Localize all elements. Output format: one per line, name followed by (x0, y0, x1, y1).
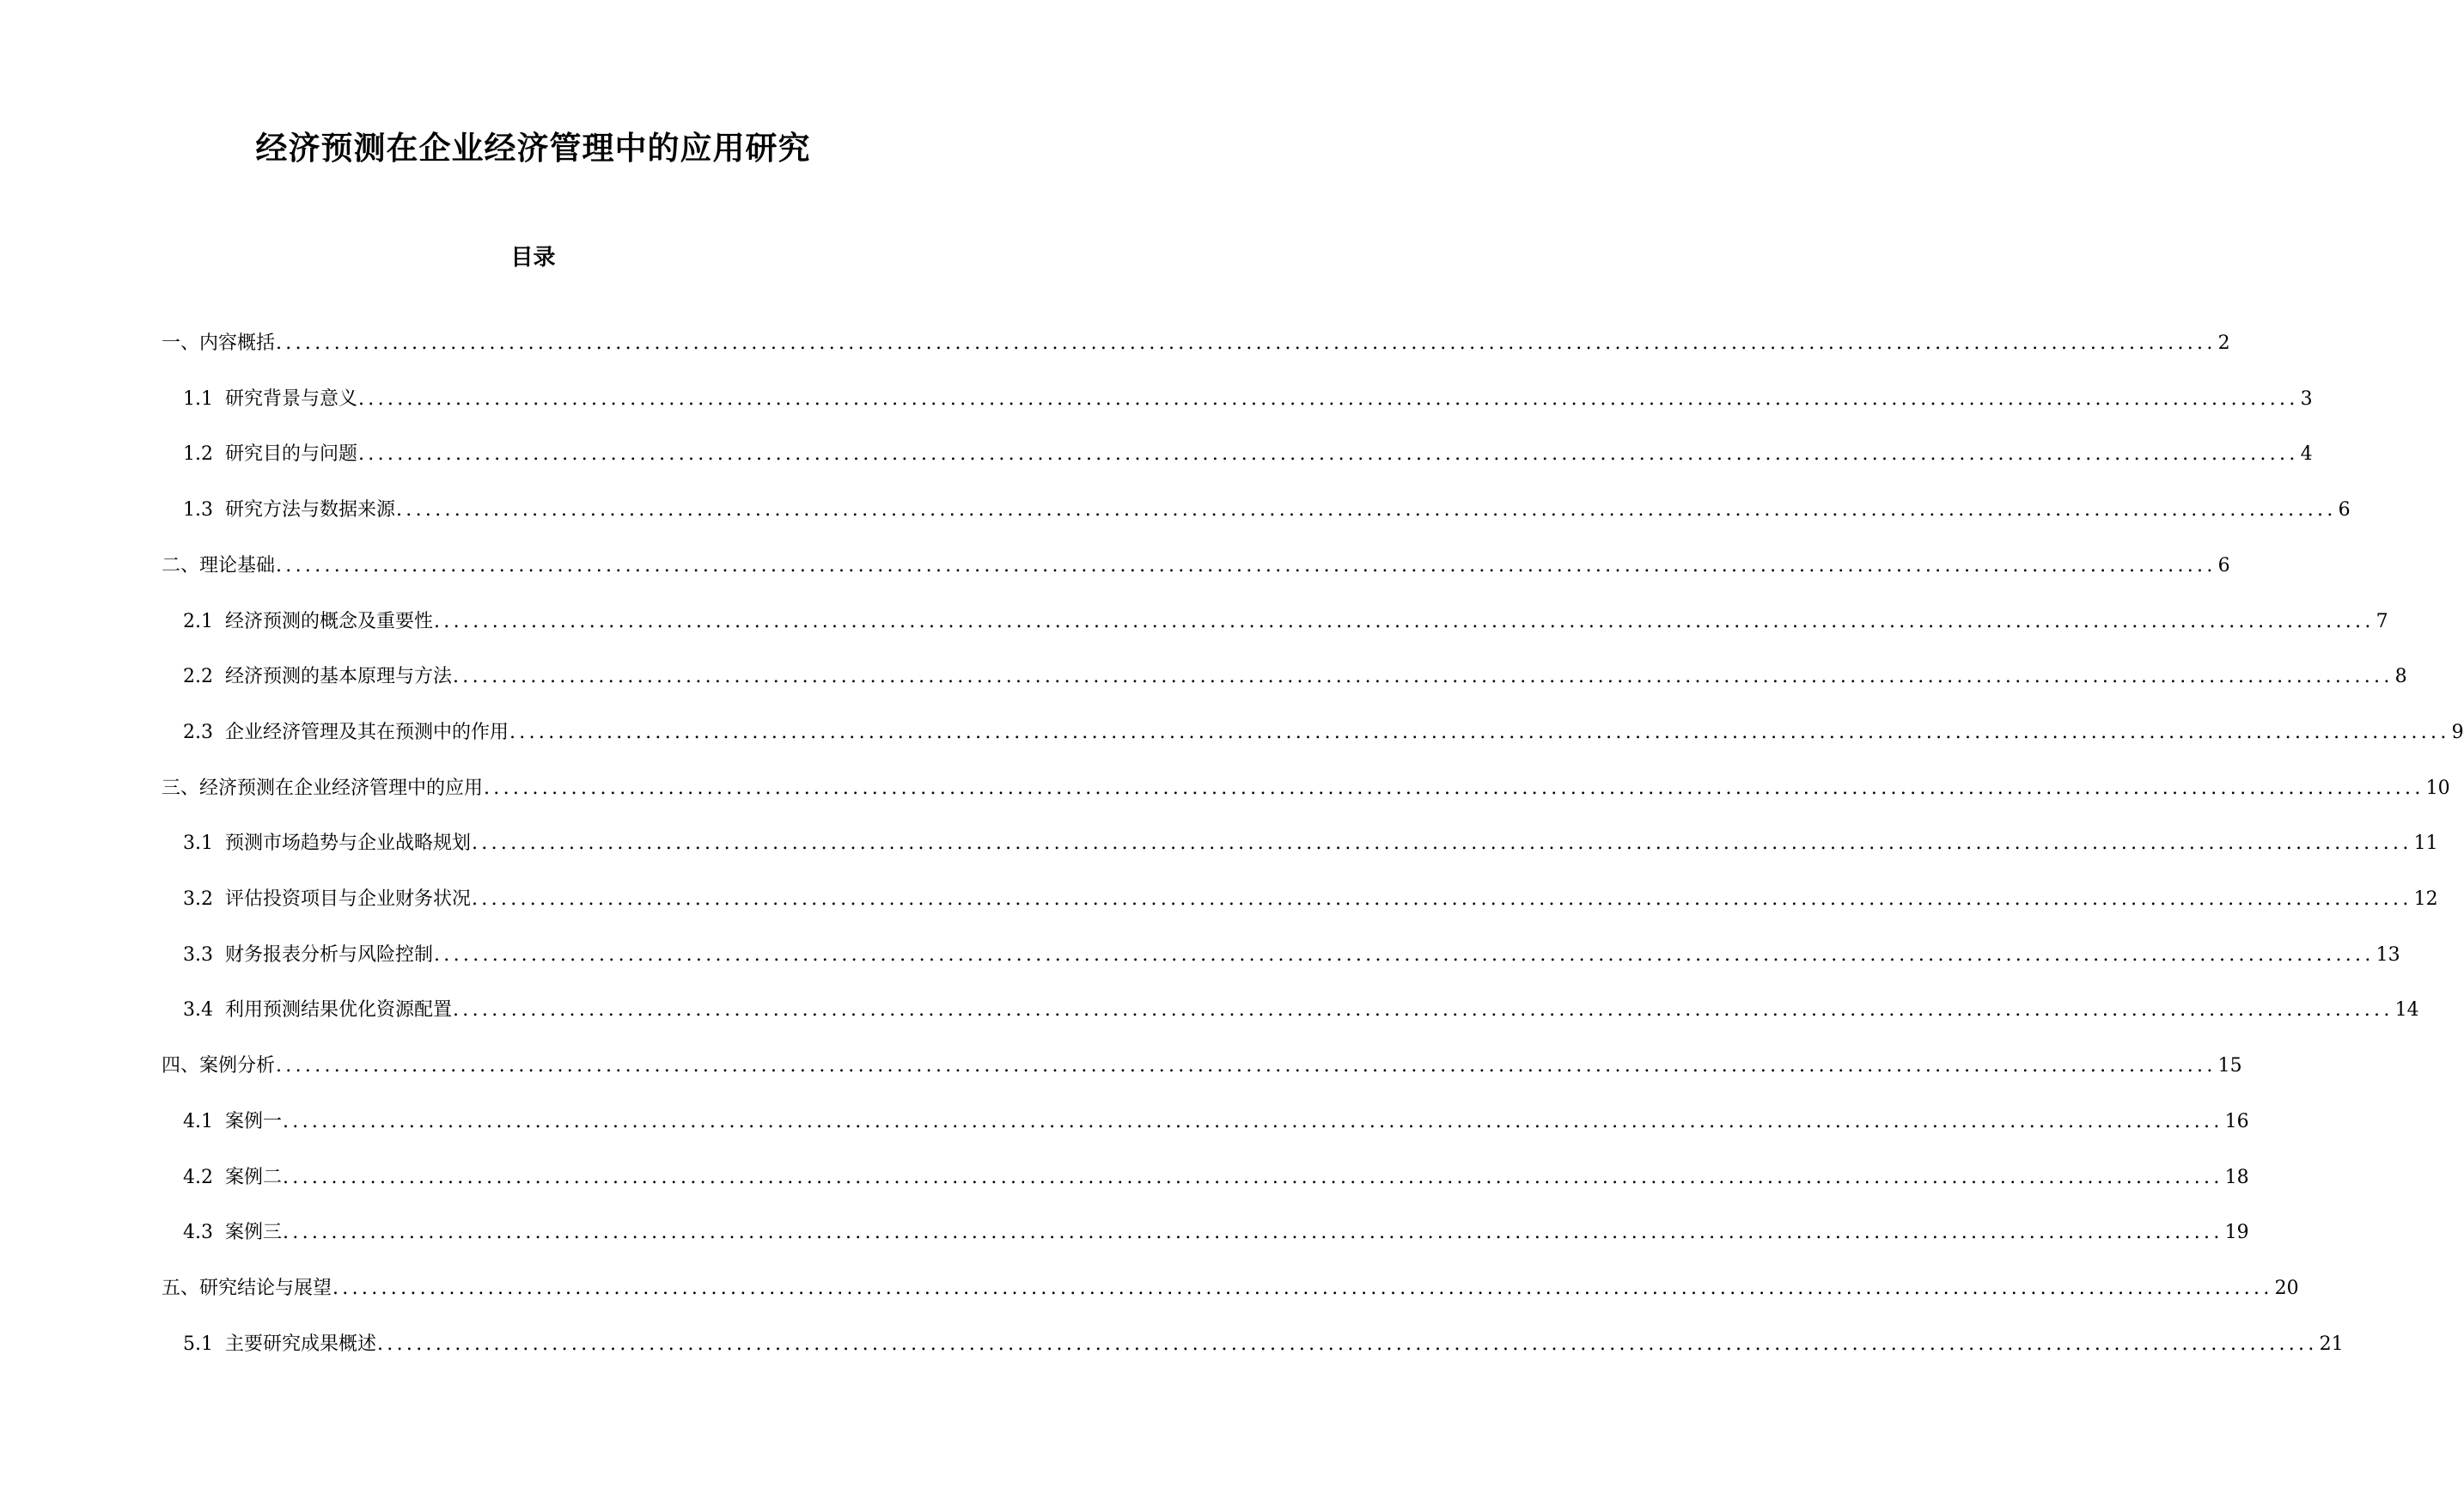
toc-dot-leader: ........................................................................................................................................................................................................ (472, 888, 2412, 910)
toc-entry[interactable] (183, 717, 2464, 748)
toc-entry-label (183, 995, 452, 1026)
toc-entry-label (162, 1051, 275, 1082)
toc-entry-page-number: 21 (2319, 1333, 2344, 1355)
toc-entry-text: 案例一 (225, 1110, 283, 1132)
toc-entry-text: 经济预测的概念及重要性 (225, 610, 434, 632)
toc-entry-number: 3.2 (183, 888, 213, 910)
toc-entry-number: 1.3 (183, 499, 213, 522)
toc-entry-text: 五、研究结论与展望 (162, 1277, 332, 1299)
toc-dot-leader: ........................................................................................................................................................................................................ (377, 1333, 2318, 1355)
toc-dot-leader: ........................................................................................................................................................................................................ (453, 666, 2394, 688)
toc-entry-text: 财务报表分析与风险控制 (225, 943, 434, 966)
toc-entry[interactable] (183, 995, 2419, 1026)
toc-entry-label (162, 773, 483, 804)
toc-entry-text: 企业经济管理及其在预测中的作用 (225, 721, 509, 743)
toc-entry[interactable] (183, 607, 2388, 638)
toc-entry-page-number: 6 (2338, 499, 2351, 522)
toc-entry[interactable] (183, 828, 2438, 859)
toc-entry-number: 2.2 (183, 666, 213, 688)
toc-entry-text: 预测市场趋势与企业战略规划 (225, 833, 472, 855)
toc-entry-label (183, 940, 433, 971)
toc-entry[interactable] (183, 1329, 2344, 1360)
toc-entry-label (183, 662, 452, 692)
toc-entry[interactable] (183, 384, 2313, 415)
document-title: 经济预测在企业经济管理中的应用研究 (255, 129, 811, 167)
toc-entry-number: 2.1 (183, 610, 213, 632)
toc-entry-page-number: 6 (2217, 554, 2230, 577)
toc-entry-page-number: 19 (2224, 1222, 2249, 1244)
toc-entry[interactable] (183, 940, 2400, 971)
toc-entry-page-number: 8 (2394, 666, 2407, 688)
toc-entry-label (162, 551, 275, 582)
toc-dot-leader: ........................................................................................................................................................................................................ (434, 943, 2375, 966)
toc-entry-text: 三、经济预测在企业经济管理中的应用 (162, 777, 484, 799)
toc-entry-label (162, 1273, 332, 1304)
toc-entry-label (183, 1329, 376, 1360)
toc-entry-page-number: 18 (2224, 1166, 2249, 1188)
toc-entry-number: 3.3 (183, 943, 213, 966)
toc-entry[interactable] (162, 1273, 2299, 1304)
toc-entry-text: 研究背景与意义 (225, 387, 358, 410)
toc-entry-page-number: 13 (2376, 943, 2400, 966)
toc-entry-text: 评估投资项目与企业财务状况 (225, 888, 472, 910)
toc-entry-number: 4.1 (183, 1110, 213, 1132)
toc-entry-text: 经济预测的基本原理与方法 (225, 666, 453, 688)
toc-entry-number: 3.1 (183, 833, 213, 855)
toc-dot-leader: ........................................................................................................................................................................................................ (283, 1166, 2223, 1188)
toc-entry[interactable] (183, 439, 2313, 470)
toc-entry-label (183, 884, 471, 915)
toc-entry[interactable] (162, 773, 2450, 804)
toc-dot-leader: ........................................................................................................................................................................................................ (472, 833, 2412, 855)
toc-entry-label (183, 439, 357, 470)
toc-entry-number: 4.3 (183, 1222, 213, 1244)
toc-entry-text: 研究方法与数据来源 (225, 499, 396, 522)
toc-entry[interactable] (183, 495, 2351, 526)
toc-entry-label (183, 717, 509, 748)
toc-entry[interactable] (183, 1107, 2249, 1138)
toc-entry-number: 1.1 (183, 387, 213, 410)
toc-entry-page-number: 15 (2217, 1055, 2242, 1077)
toc-entry-page-number: 4 (2300, 443, 2313, 466)
toc-entry-page-number: 2 (2217, 333, 2230, 354)
toc-dot-leader: ........................................................................................................................................................................................................ (396, 499, 2337, 522)
toc-entry-page-number: 14 (2394, 999, 2419, 1022)
toc-entry-label (183, 1162, 282, 1193)
toc-entry-label (183, 607, 433, 638)
toc-entry-number: 5.1 (183, 1333, 213, 1355)
toc-entry-label (162, 328, 275, 359)
toc-entry-label (183, 384, 357, 415)
toc-entry-text: 案例三 (225, 1222, 283, 1244)
toc-entry-text: 二、理论基础 (162, 554, 276, 577)
toc-entry-number: 3.4 (183, 999, 213, 1022)
toc-entry-text: 利用预测结果优化资源配置 (225, 999, 453, 1022)
toc-entry-number: 2.3 (183, 721, 213, 743)
toc-dot-leader: ........................................................................................................................................................................................................ (276, 554, 2217, 577)
toc-entry-text: 四、案例分析 (162, 1055, 276, 1077)
toc-entry-page-number: 20 (2274, 1277, 2299, 1299)
toc-entry-label (183, 828, 471, 859)
toc-entry-page-number: 11 (2413, 833, 2438, 855)
toc-entry-page-number: 7 (2376, 610, 2388, 632)
toc-dot-leader: ........................................................................................................................................................................................................ (358, 443, 2299, 466)
toc-dot-leader: ........................................................................................................................................................................................................ (332, 1277, 2273, 1299)
toc-dot-leader: ........................................................................................................................................................................................................ (358, 387, 2299, 410)
toc-dot-leader: ........................................................................................................................................................................................................ (453, 999, 2394, 1022)
toc-dot-leader: ........................................................................................................................................................................................................ (283, 1222, 2223, 1244)
toc-entry-page-number: 10 (2425, 777, 2450, 799)
toc-entry-page-number: 16 (2224, 1110, 2249, 1132)
toc-entry[interactable] (183, 662, 2407, 692)
toc-entry-number: 4.2 (183, 1166, 213, 1188)
toc-entry[interactable] (183, 1162, 2249, 1193)
toc-dot-leader: ........................................................................................................................................................................................................ (276, 1055, 2217, 1077)
toc-dot-leader: ........................................................................................................................................................................................................ (484, 777, 2424, 799)
toc-entry-label (183, 1217, 282, 1248)
toc-heading: 目录 (510, 245, 556, 271)
toc-entry-page-number: 9 (2451, 721, 2464, 743)
toc-entry-page-number: 12 (2413, 888, 2438, 910)
toc-entry[interactable] (162, 1051, 2242, 1082)
toc-entry-label (183, 495, 395, 526)
toc-dot-leader: ........................................................................................................................................................................................................ (434, 610, 2375, 632)
toc-entry-text: 主要研究成果概述 (225, 1333, 377, 1355)
toc-entry-label (183, 1107, 282, 1138)
toc-entry-text: 研究目的与问题 (225, 443, 358, 466)
toc-entry[interactable] (183, 884, 2438, 915)
toc-dot-leader: ........................................................................................................................................................................................................ (276, 333, 2217, 354)
toc-entry-page-number: 3 (2300, 387, 2313, 410)
toc-entry-text: 一、内容概括 (162, 333, 276, 354)
toc-dot-leader: ........................................................................................................................................................................................................ (509, 721, 2450, 743)
toc-dot-leader: ........................................................................................................................................................................................................ (283, 1110, 2223, 1132)
toc-entry[interactable] (183, 1217, 2249, 1248)
toc-entry[interactable] (162, 328, 2230, 359)
toc-entry[interactable] (162, 551, 2230, 582)
toc-entry-text: 案例二 (225, 1166, 283, 1188)
toc-entry-number: 1.2 (183, 443, 213, 466)
